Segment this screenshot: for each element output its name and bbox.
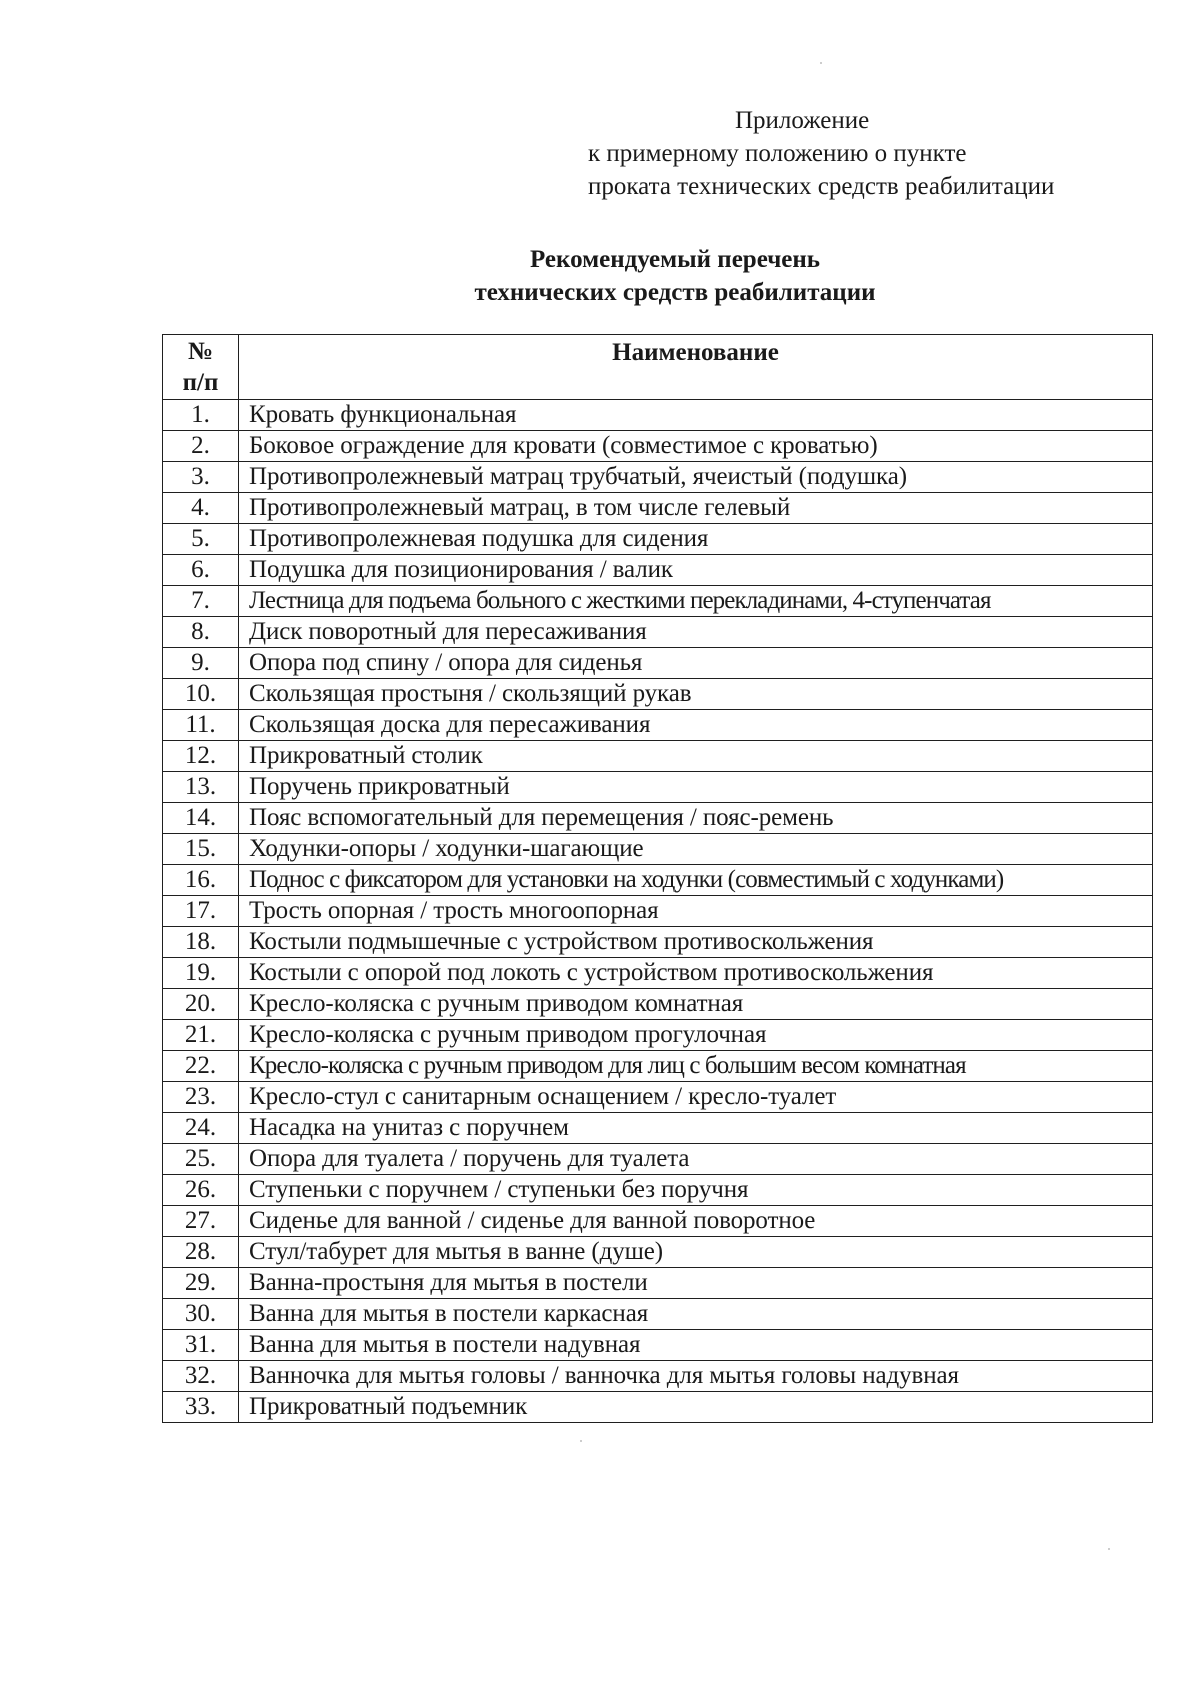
table-row: [163, 1175, 1153, 1206]
table-row: [163, 927, 1153, 958]
row-item-name: Диск поворотный для пересаживания: [239, 617, 1153, 648]
row-number: 32.: [163, 1361, 239, 1392]
row-number: 29.: [163, 1268, 239, 1299]
row-number: 1.: [163, 400, 239, 431]
row-item-name: Боковое ограждение для кровати (совместимое с кроватью): [239, 431, 1153, 462]
row-item-name: Костыли подмышечные с устройством противоскольжения: [239, 927, 1153, 958]
row-item-name: Кровать функциональная: [239, 400, 1153, 431]
table-row: [163, 710, 1153, 741]
row-number: 18.: [163, 927, 239, 958]
row-item-name: Кресло-коляска с ручным приводом для лиц с большим весом комнатная: [239, 1051, 1153, 1082]
table-row: [163, 1082, 1153, 1113]
row-item-name: Противопролежневая подушка для сидения: [239, 524, 1153, 555]
table-row: [163, 617, 1153, 648]
table-row: [163, 400, 1153, 431]
row-number: 16.: [163, 865, 239, 896]
table-row: [163, 1144, 1153, 1175]
table-row: [163, 1051, 1153, 1082]
scan-speck: [820, 62, 822, 64]
row-number: 10.: [163, 679, 239, 710]
title-line-2: технических средств реабилитации: [474, 279, 876, 306]
row-number: 26.: [163, 1175, 239, 1206]
table-row: [163, 1330, 1153, 1361]
row-item-name: Прикроватный подъемник: [239, 1392, 1153, 1423]
row-number: 22.: [163, 1051, 239, 1082]
row-item-name: Кресло-коляска с ручным приводом комнатная: [239, 989, 1153, 1020]
row-item-name: Пояс вспомогательный для перемещения / пояс-ремень: [239, 803, 1153, 834]
row-number: 11.: [163, 710, 239, 741]
row-number: 27.: [163, 1206, 239, 1237]
header-name: Наименование: [239, 335, 1153, 400]
row-item-name: Лестница для подъема больного с жесткими перекладинами, 4-ступенчатая: [239, 586, 1153, 617]
table-header-row: [163, 335, 1153, 400]
document-title: [150, 243, 1200, 309]
row-item-name: Ванна для мытья в постели надувная: [239, 1330, 1153, 1361]
row-item-name: Прикроватный столик: [239, 741, 1153, 772]
table-row: [163, 1299, 1153, 1330]
table-row: [163, 741, 1153, 772]
table-row: [163, 1361, 1153, 1392]
row-item-name: Скользящая доска для пересаживания: [239, 710, 1153, 741]
row-number: 33.: [163, 1392, 239, 1423]
table-row: [163, 1237, 1153, 1268]
row-number: 2.: [163, 431, 239, 462]
row-item-name: Противопролежневый матрац, в том числе гелевый: [239, 493, 1153, 524]
scan-speck: [580, 1440, 582, 1442]
table-row: [163, 555, 1153, 586]
row-number: 15.: [163, 834, 239, 865]
table-row: [163, 772, 1153, 803]
header-number-symbol: №: [187, 338, 214, 365]
table-row: [163, 1113, 1153, 1144]
row-item-name: Ходунки-опоры / ходунки-шагающие: [239, 834, 1153, 865]
row-item-name: Сиденье для ванной / сиденье для ванной поворотное: [239, 1206, 1153, 1237]
row-item-name: Костыли с опорой под локоть с устройством противоскольжения: [239, 958, 1153, 989]
table-row: [163, 803, 1153, 834]
row-number: 5.: [163, 524, 239, 555]
row-number: 6.: [163, 555, 239, 586]
row-item-name: Ванна для мытья в постели каркасная: [239, 1299, 1153, 1330]
row-item-name: Поднос с фиксатором для установки на ходунки (совместимый с ходунками): [239, 865, 1153, 896]
title-line-1: Рекомендуемый перечень: [529, 246, 821, 273]
row-number: 12.: [163, 741, 239, 772]
row-number: 7.: [163, 586, 239, 617]
row-item-name: Стул/табурет для мытья в ванне (душе): [239, 1237, 1153, 1268]
row-number: 4.: [163, 493, 239, 524]
table-body: [163, 400, 1153, 1423]
row-number: 28.: [163, 1237, 239, 1268]
table-row: [163, 1206, 1153, 1237]
row-number: 25.: [163, 1144, 239, 1175]
row-item-name: Насадка на унитаз с поручнем: [239, 1113, 1153, 1144]
appendix-note: [588, 104, 1148, 203]
row-item-name: Кресло-стул с санитарным оснащением / кресло-туалет: [239, 1082, 1153, 1113]
row-item-name: Подушка для позиционирования / валик: [239, 555, 1153, 586]
table-row: [163, 648, 1153, 679]
row-item-name: Поручень прикроватный: [239, 772, 1153, 803]
rehabilitation-items-table: [162, 334, 1153, 1423]
table-row: [163, 896, 1153, 927]
table-row: [163, 1020, 1153, 1051]
table-row: [163, 586, 1153, 617]
row-item-name: Трость опорная / трость многоопорная: [239, 896, 1153, 927]
row-number: 24.: [163, 1113, 239, 1144]
header-number: [163, 335, 239, 400]
row-item-name: Кресло-коляска с ручным приводом прогулочная: [239, 1020, 1153, 1051]
table-row: [163, 679, 1153, 710]
table-row: [163, 431, 1153, 462]
appendix-label: Приложение: [735, 107, 870, 134]
row-item-name: Скользящая простыня / скользящий рукав: [239, 679, 1153, 710]
table-row: [163, 1268, 1153, 1299]
row-number: 31.: [163, 1330, 239, 1361]
scan-speck: [1108, 1548, 1110, 1550]
row-item-name: Ступеньки с поручнем / ступеньки без поручня: [239, 1175, 1153, 1206]
row-item-name: Противопролежневый матрац трубчатый, ячеистый (подушка): [239, 462, 1153, 493]
row-number: 23.: [163, 1082, 239, 1113]
row-number: 9.: [163, 648, 239, 679]
table-row: [163, 462, 1153, 493]
row-item-name: Ванна-простыня для мытья в постели: [239, 1268, 1153, 1299]
row-number: 3.: [163, 462, 239, 493]
table-row: [163, 958, 1153, 989]
table-row: [163, 493, 1153, 524]
row-number: 19.: [163, 958, 239, 989]
row-item-name: Ванночка для мытья головы / ванночка для мытья головы надувная: [239, 1361, 1153, 1392]
appendix-reference-line-1: к примерному положению о пункте: [588, 140, 967, 167]
row-number: 14.: [163, 803, 239, 834]
table-row: [163, 989, 1153, 1020]
header-number-abbr: п/п: [182, 369, 219, 396]
table-row: [163, 1392, 1153, 1423]
row-number: 30.: [163, 1299, 239, 1330]
row-item-name: Опора для туалета / поручень для туалета: [239, 1144, 1153, 1175]
row-item-name: Опора под спину / опора для сиденья: [239, 648, 1153, 679]
appendix-reference-line-2: проката технических средств реабилитации: [588, 173, 1055, 200]
row-number: 8.: [163, 617, 239, 648]
row-number: 13.: [163, 772, 239, 803]
table-row: [163, 865, 1153, 896]
table-row: [163, 834, 1153, 865]
row-number: 21.: [163, 1020, 239, 1051]
row-number: 20.: [163, 989, 239, 1020]
row-number: 17.: [163, 896, 239, 927]
table-row: [163, 524, 1153, 555]
